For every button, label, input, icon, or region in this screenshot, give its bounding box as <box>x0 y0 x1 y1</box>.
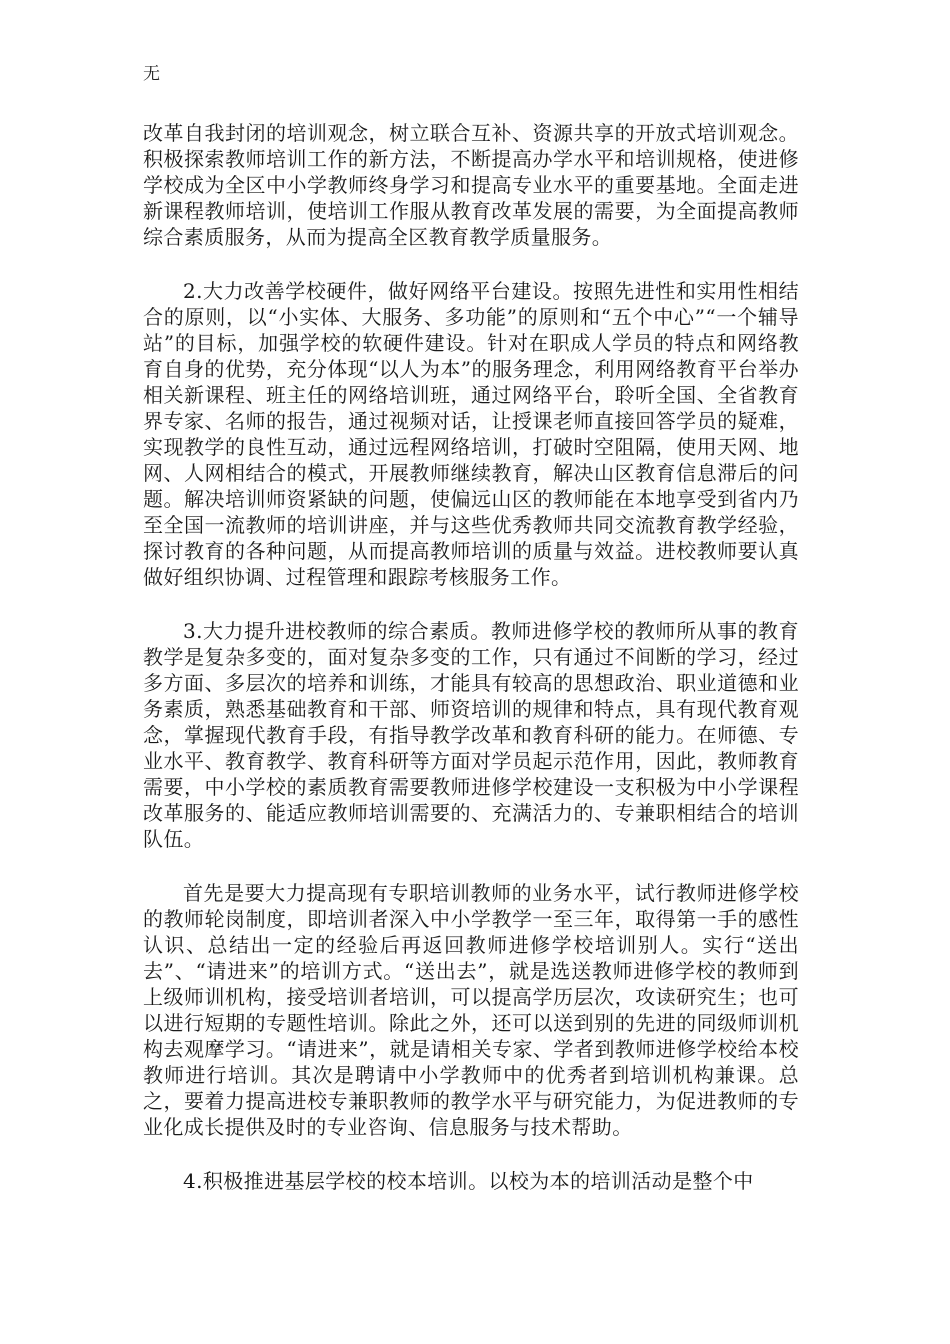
paragraph-4: 首先是要大力提高现有专职培训教师的业务水平，试行教师进修学校的教师轮岗制度，即培训者深入中小学教学一至三年，取得第一手的感性认识、总结出一定的经验后再返回教师进修学校培训别人。实行“送出去”、“请进来”的培训方式。“送出去”，就是选送教师进修学校的教师到上级师训机构，接受培训者培训，可以提高学历层次，攻读研究生；也可以进行短期的专题性培训。除此之外，还可以送到别的先进的同级师训机构去观摩学习。“请进来”，就是请相关专家、学者到教师进修学校给本校教师进行培训。其次是聘请中小学教师中的优秀者到培训机构兼课。总之，要着力提高进校专兼职教师的教学水平与研究能力，为促进教师的专业化成长提供及时的专业咨询、信息服务与技术帮助。 <box>143 881 799 1139</box>
paragraph-2: 2.大力改善学校硬件，做好网络平台建设。按照先进性和实用性相结合的原则，以“小实体、大服务、多功能”的原则和“五个中心”“一个辅导站”的目标，加强学校的软硬件建设。针对在职成人学员的特点和网络教育自身的优势，充分体现“以人为本”的服务理念，利用网络教育平台举办相关新课程、班主任的网络培训班，通过网络平台，聆听全国、全省教育界专家、名师的报告，通过视频对话，让授课老师直接回答学员的疑难，实现教学的良性互动，通过远程网络培训，打破时空阻隔，使用天网、地网、人网相结合的模式，开展教师继续教育，解决山区教育信息滞后的问题。解决培训师资紧缺的问题，使偏远山区的教师能在本地享受到省内乃至全国一流教师的培训讲座，并与这些优秀教师共同交流教育教学经验，探讨教育的各种问题，从而提高教师培训的质量与效益。进校教师要认真做好组织协调、过程管理和跟踪考核服务工作。 <box>143 279 799 589</box>
paragraph-1: 改革自我封闭的培训观念，树立联合互补、资源共享的开放式培训观念。积极探索教师培训工作的新方法，不断提高办学水平和培训规格，使进修学校成为全区中小学教师终身学习和提高专业水平的重要基地。全面走进新课程教师培训，使培训工作服从教育改革发展的需要，为全面提高教师综合素质服务，从而为提高全区教育教学质量服务。 <box>143 121 799 249</box>
body-text <box>143 120 799 1222</box>
paragraph-3: 3.大力提升进校教师的综合素质。教师进修学校的教师所从事的教育教学是复杂多变的，面对复杂多变的工作，只有通过不间断的学习，经过多方面、多层次的培养和训练，才能具有较高的思想政治、职业道德和业务素质，熟悉基础教育和干部、师资培训的规律和特点，具有现代教育观念，掌握现代教育手段，有指导教学改革和教育科研的能力。在师德、专业水平、教育教学、教育科研等方面对学员起示范作用，因此，教师教育需要，中小学校的素质教育需要教师进修学校建设一支积极为中小学课程改革服务的、能适应教师培训需要的、充满活力的、专兼职相结合的培训队伍。 <box>143 619 799 851</box>
header-mark: 无 <box>143 64 160 84</box>
paragraph-5: 4.积极推进基层学校的校本培训。以校为本的培训活动是整个中 <box>183 1169 754 1193</box>
